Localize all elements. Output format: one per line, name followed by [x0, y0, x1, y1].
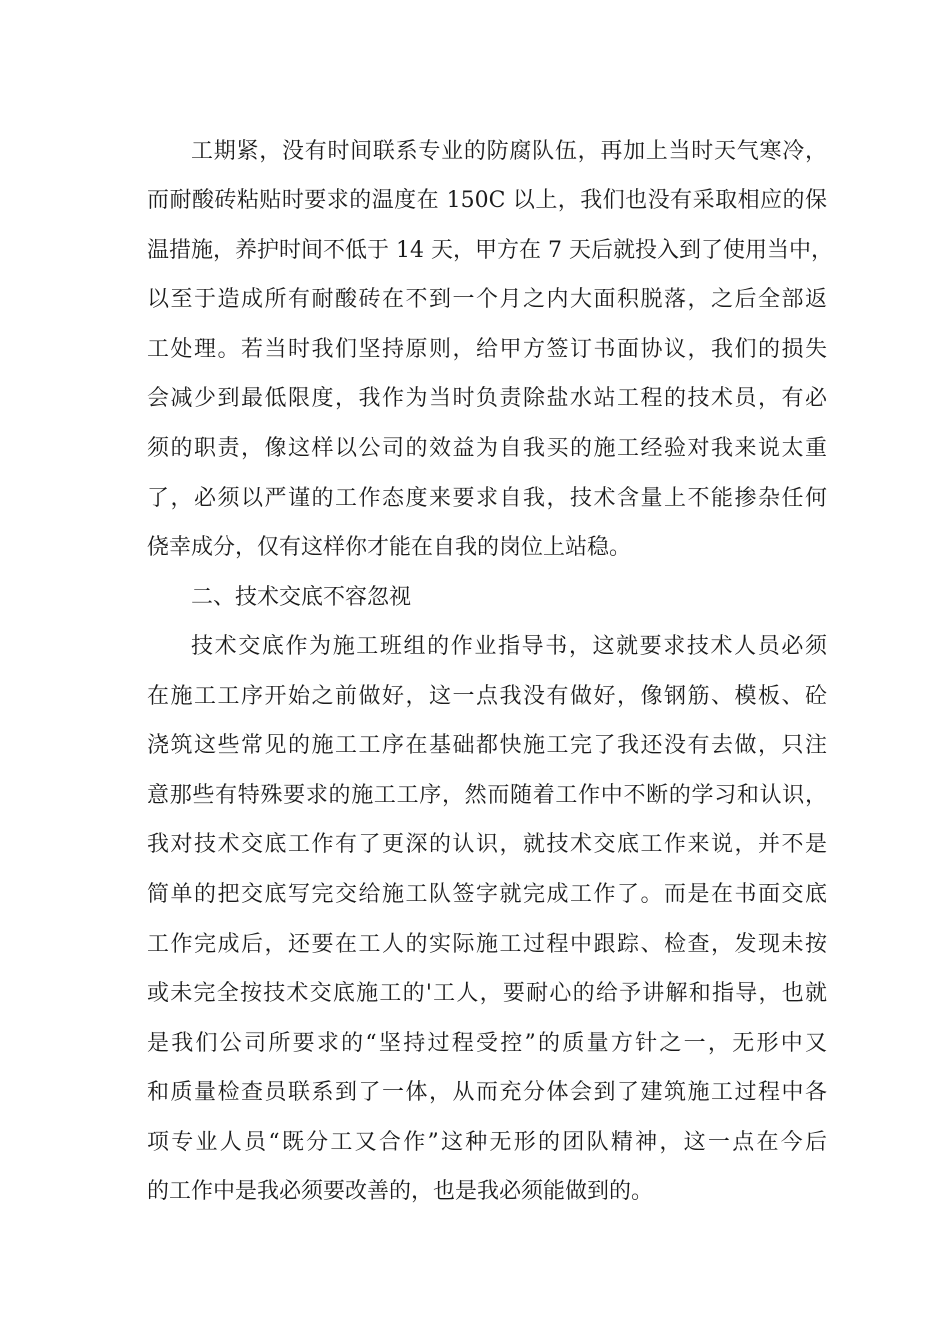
paragraph-line: 温措施，养护时间不低于 14 天，甲方在 7 天后就投入到了使用当中，: [147, 238, 833, 263]
paragraph-line: 工作完成后，还要在工人的实际施工过程中跟踪、检查，发现未按: [147, 932, 827, 957]
paragraph-line: 的工作中是我必须要改善的，也是我必须能做到的。: [147, 1179, 654, 1204]
paragraph-line: 了，必须以严谨的工作态度来要求自我，技术含量上不能掺杂任何: [147, 486, 827, 511]
paragraph-line: 会减少到最低限度，我作为当时负责除盐水站工程的技术员，有必: [147, 386, 827, 411]
paragraph-line: 以至于造成所有耐酸砖在不到一个月之内大面积脱落，之后全部返: [147, 287, 827, 312]
paragraph-line: 技术交底作为施工班组的作业指导书，这就要求技术人员必须: [191, 634, 827, 659]
paragraph-line: 和质量检查员联系到了一体，从而充分体会到了建筑施工过程中各: [147, 1080, 827, 1105]
paragraph-line: 或未完全按技术交底施工的'工人，要耐心的给予讲解和指导，也就: [147, 981, 827, 1006]
paragraph-line: 侥幸成分，仅有这样你才能在自我的岗位上站稳。: [147, 535, 632, 560]
paragraph-line: 简单的把交底写完交给施工队签字就完成工作了。而是在书面交底: [147, 882, 827, 907]
section-heading: 二、技术交底不容忽视: [191, 585, 412, 610]
paragraph-line: 是我们公司所要求的“坚持过程受控”的质量方针之一，无形中又: [147, 1031, 827, 1056]
paragraph-line: 项专业人员“既分工又合作”这种无形的团队精神，这一点在今后: [147, 1130, 827, 1155]
paragraph-line: 在施工工序开始之前做好，这一点我没有做好，像钢筋、模板、砼: [147, 684, 827, 709]
paragraph-line: 须的职责，像这样以公司的效益为自我买的施工经验对我来说太重: [147, 436, 827, 461]
paragraph-line: 而耐酸砖粘贴时要求的温度在 150C 以上，我们也没有采取相应的保: [147, 188, 827, 213]
paragraph-line: 工期紧，没有时间联系专业的防腐队伍，再加上当时天气寒冷，: [191, 139, 827, 164]
paragraph-line: 工处理。若当时我们坚持原则，给甲方签订书面协议，我们的损失: [147, 337, 827, 362]
paragraph-line: 意那些有特殊要求的施工工序，然而随着工作中不断的学习和认识，: [147, 783, 827, 808]
paragraph-line: 我对技术交底工作有了更深的认识，就技术交底工作来说，并不是: [147, 832, 827, 857]
paragraph-line: 浇筑这些常见的施工工序在基础都快施工完了我还没有去做，只注: [147, 733, 827, 758]
